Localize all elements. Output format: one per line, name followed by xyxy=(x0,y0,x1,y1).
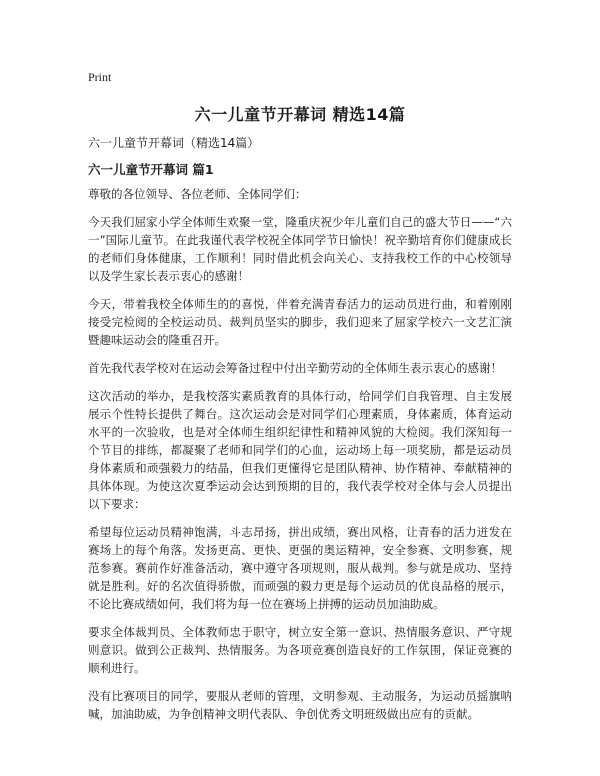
section-heading: 六一儿童节开幕词 篇1 xyxy=(88,162,214,177)
paragraph: 今天我们屈家小学全体师生欢聚一堂，隆重庆祝少年儿童们自己的盛大节日——“六一”国际儿童节。在此我谨代表学校祝全体同学节日愉快！祝辛勤培育你们健康成长的老师们身体健康，工作顺利！同时借此机会向关心、支持我校工作的中心校领导以及学生家长表示衷心的感谢！ xyxy=(88,215,512,283)
paragraph-salutation: 尊敬的各位领导、各位老师、全体同学们： xyxy=(88,187,307,201)
document-title: 六一儿童节开幕词 精选14篇 xyxy=(194,105,406,124)
paragraph: 今天，带着我校全体师生的的喜悦，伴着充满青春活力的运动员进行曲，和着刚刚接受完检阅的全校运动员、裁判员坚实的脚步，我们迎来了屈家学校六一文艺汇演暨趣味运动会的隆重召开。 xyxy=(88,297,512,347)
paragraph: 这次活动的举办，是我校落实素质教育的具体行动，给同学们自我管理、自主发展展示个性特长提供了舞台。这次运动会是对同学们心理素质，身体素质，体育运动水平的一次验收，也是对全体师生组织纪律性和精神风貌的大检阅。我们深知每一个节目的排练，都凝聚了老师和同学们的心血，运动场上每一项奖励，都是运动员身体素质和顽强毅力的结晶，但我们更懂得它是团队精神、协作精神、奉献精神的具体体现。为使这次夏季运动会达到预期的目的，我代表学校对全体与会人员提出以下要求： xyxy=(88,389,512,511)
paragraph: 首先我代表学校对在运动会筹备过程中付出辛勤劳动的全体师生表示衷心的感谢！ xyxy=(88,361,502,375)
document-subtitle: 六一儿童节开幕词（精选14篇） xyxy=(88,136,260,150)
paragraph: 要求全体裁判员、全体教师忠于职守，树立安全第一意识、热情服务意识、严守规则意识。做到公正裁判、热情服务。为各项竞赛创造良好的工作氛围，保证竞赛的顺利进行。 xyxy=(88,625,512,675)
paragraph: 希望每位运动员精神饱满，斗志昂扬，拼出成绩，赛出风格，让青春的活力迸发在赛场上的每个角落。发扬更高、更快、更强的奥运精神，安全参赛、文明参赛，规范参赛。赛前作好准备活动，赛中遵守各项规则，服从裁判。参与就是成功、坚持就是胜利。好的名次值得骄傲，而顽强的毅力更是每个运动员的优良品格的展示，不论比赛成绩如何，我们将为每一位在赛场上拼搏的运动员加油助威。 xyxy=(88,525,512,611)
document-body xyxy=(88,185,512,733)
paragraph: 没有比赛项目的同学，要服从老师的管理，文明参观、主动服务，为运动员摇旗呐喊，加油助威，为争创精神文明代表队、争创优秀文明班级做出应有的贡献。 xyxy=(88,689,512,721)
print-link[interactable]: Print xyxy=(88,70,112,84)
